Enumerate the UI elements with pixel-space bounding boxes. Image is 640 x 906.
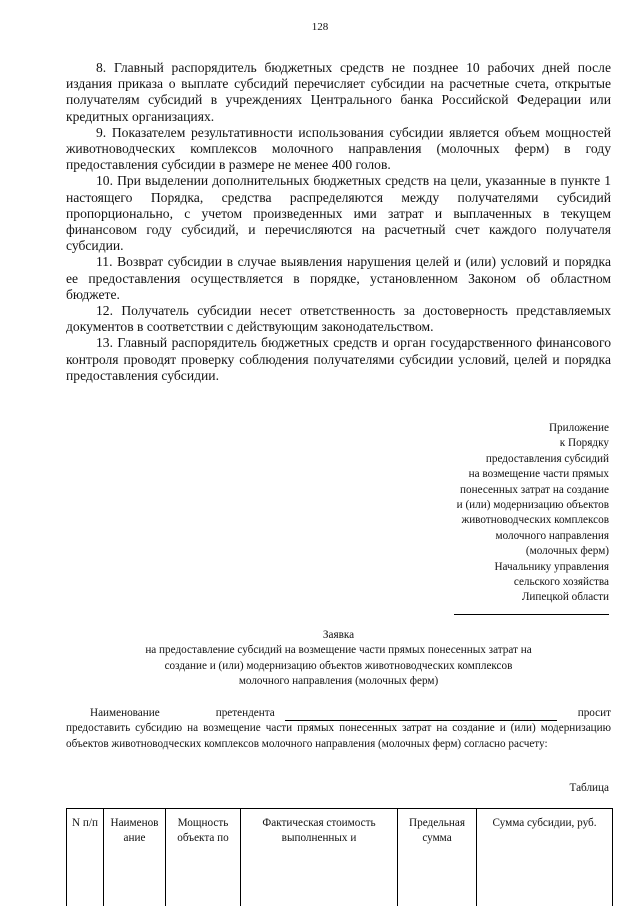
paragraph-12: 12. Получатель субсидии несет ответственность за достоверность представляемых документов в соответствии с действующим законодательством.	[66, 303, 611, 335]
application-subtitle: создание и (или) модернизацию объектов животноводческих комплексов	[66, 659, 611, 674]
name-label: Наименование	[66, 706, 160, 721]
table-label: Таблица	[570, 782, 609, 794]
paragraph-13: 13. Главный распорядитель бюджетных средств и орган государственного финансового контроля проводят проверку соблюдения получателями субсидии условий, целей и порядка предоставления субсидии.	[66, 335, 611, 384]
application-subtitle: на предоставление субсидий на возмещение части прямых понесенных затрат на	[66, 643, 611, 658]
paragraph-10: 10. При выделении дополнительных бюджетных средств на цели, указанные в пункте 1 настоящего Порядка, средства распределяются между получателями субсидий пропорционально, с учетом произведенных ими затрат и выплаченных в текущем финансовом году субсидий, и перечисляются на расчетный счет каждого получателя субсидии.	[66, 173, 611, 254]
appendix-line: и (или) модернизацию объектов	[369, 498, 609, 513]
col-subsidy-amount-header: Сумма субсидии, руб.	[477, 809, 613, 906]
appendix-line: предоставления субсидий	[369, 452, 609, 467]
col-number-header: N п/п	[67, 809, 104, 906]
main-text	[66, 60, 611, 384]
appendix-line: животноводческих комплексов	[369, 513, 609, 528]
paragraph-9: 9. Показателем результативности использования субсидии является объем мощностей животноводческих комплексов молочного направления (молочных ферм) в году предоставления субсидии в размере не менее 400 голов.	[66, 125, 611, 174]
applicant-name-field[interactable]	[285, 709, 557, 721]
calculation-table	[66, 808, 613, 906]
appendix-line: (молочных ферм)	[369, 544, 609, 559]
table-header-row	[67, 809, 613, 906]
request-body: предоставить субсидию на возмещение части прямых понесенных затрат на создание и (или) модернизацию объектов животноводческих комплексов молочного направления (молочных ферм) согласно расчету:	[66, 721, 611, 752]
col-capacity-header: Мощность объекта по	[166, 809, 241, 906]
appendix-line: сельского хозяйства	[369, 575, 609, 590]
application-heading	[66, 628, 611, 689]
col-name-header: Наименов ание	[104, 809, 166, 906]
paragraph-8: 8. Главный распорядитель бюджетных средств не позднее 10 рабочих дней после издания приказа о выплате субсидий перечисляет субсидии на расчетные счета, открытые получателям субсидий в учреждениях Центрального банка Российской Федерации или кредитных организациях.	[66, 60, 611, 125]
applicant-label: претендента	[216, 706, 275, 721]
col-actual-cost-header: Фактическая стоимость выполненных и	[241, 809, 398, 906]
request-block	[66, 706, 611, 752]
appendix-line: Начальнику управления	[369, 560, 609, 575]
application-subtitle: молочного направления (молочных ферм)	[66, 674, 611, 689]
request-verb: просит	[578, 706, 611, 721]
appendix-line: Приложение	[369, 421, 609, 436]
col-max-amount-header: Предельная сумма	[398, 809, 477, 906]
page-number: 128	[0, 21, 640, 33]
paragraph-11: 11. Возврат субсидии в случае выявления нарушения целей и (или) условий и порядка ее предоставления осуществляется в порядке, установленном Законом об областном бюджете.	[66, 254, 611, 303]
application-title: Заявка	[66, 628, 611, 643]
appendix-line: на возмещение части прямых	[369, 467, 609, 482]
appendix-line: к Порядку	[369, 436, 609, 451]
signature-underline	[454, 614, 609, 615]
request-first-line	[66, 706, 611, 721]
appendix-line: понесенных затрат на создание	[369, 483, 609, 498]
appendix-line: Липецкой области	[369, 590, 609, 605]
appendix-header	[369, 421, 609, 615]
appendix-line: молочного направления	[369, 529, 609, 544]
